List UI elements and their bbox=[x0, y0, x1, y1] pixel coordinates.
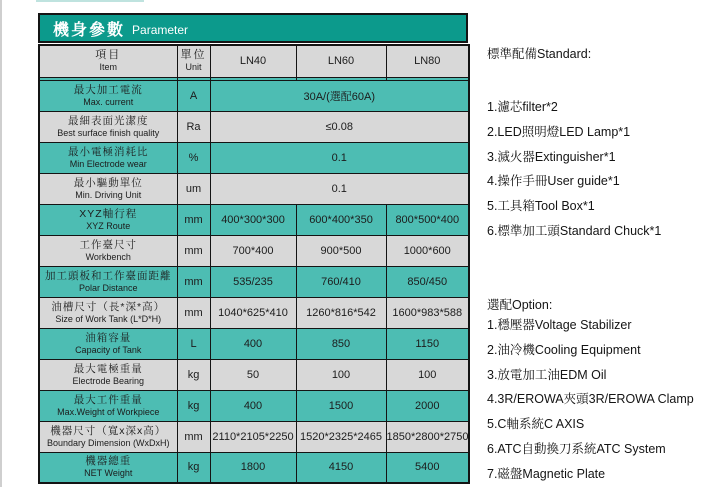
row-value-ln40: 535/235 bbox=[210, 266, 296, 297]
table-row bbox=[39, 452, 469, 483]
row-value-ln60: 850 bbox=[296, 328, 386, 359]
row-unit: A bbox=[177, 80, 210, 111]
panel-title-zh: 機身參數 bbox=[53, 21, 126, 39]
row-item-label: 加工頭板和工作臺面距離 Polar Distance bbox=[39, 266, 177, 297]
row-value-all: 30A/(選配60A) bbox=[210, 80, 469, 111]
row-value-ln80: 1000*600 bbox=[386, 235, 469, 266]
row-value-ln40: 700*400 bbox=[210, 235, 296, 266]
row-item-label: 工作臺尺寸 Workbench bbox=[39, 235, 177, 266]
row-value-ln60: 1520*2325*2465 bbox=[296, 421, 386, 452]
table-row bbox=[39, 297, 469, 328]
row-value-all: ≤0.08 bbox=[210, 111, 469, 142]
list-item: 5.工具箱Tool Box*1 bbox=[487, 199, 595, 214]
row-value-ln60: 4150 bbox=[296, 452, 386, 483]
row-item-label: 最小電極消耗比 Min Electrode wear bbox=[39, 142, 177, 173]
standard-heading: 標準配備Standard: bbox=[487, 47, 592, 61]
row-value-ln40: 400 bbox=[210, 390, 296, 421]
row-value-ln40: 2110*2105*2250 bbox=[210, 421, 296, 452]
table-row bbox=[39, 421, 469, 452]
standard-list bbox=[487, 95, 661, 244]
row-item-label: XYZ軸行程 XYZ Route bbox=[39, 204, 177, 235]
col-header-unit-en: Unit bbox=[185, 62, 202, 73]
row-unit: % bbox=[177, 142, 210, 173]
list-item: 4.操作手冊User guide*1 bbox=[487, 174, 620, 189]
list-item: 1.濾芯filter*2 bbox=[487, 100, 558, 114]
row-value-ln60: 1260*816*542 bbox=[296, 297, 386, 328]
left-edge-line bbox=[0, 0, 2, 487]
list-item: 1.穩壓器Voltage Stabilizer bbox=[487, 318, 632, 332]
row-unit: mm bbox=[177, 421, 210, 452]
row-value-ln40: 1800 bbox=[210, 452, 296, 483]
table-row bbox=[39, 173, 469, 204]
row-item-label: 機器總重 NET Weight bbox=[39, 452, 177, 483]
row-item-label: 機器尺寸（寬x深x高） Boundary Dimension (WxDxH) bbox=[39, 421, 177, 452]
top-accent-line bbox=[36, 0, 144, 2]
table-row bbox=[39, 235, 469, 266]
row-value-ln60: 600*400*350 bbox=[296, 204, 386, 235]
row-unit: kg bbox=[177, 390, 210, 421]
table-row bbox=[39, 266, 469, 297]
row-item-label: 最細表面光潔度 Best surface finish quality bbox=[39, 111, 177, 142]
col-header-ln60: LN60 bbox=[296, 45, 386, 77]
row-unit: Ra bbox=[177, 111, 210, 142]
row-item-label: 油箱容量 Capacity of Tank bbox=[39, 328, 177, 359]
row-item-label: 最小驅動單位 Min. Driving Unit bbox=[39, 173, 177, 204]
list-item: 6.標準加工頭Standard Chuck*1 bbox=[487, 223, 662, 238]
row-unit: kg bbox=[177, 359, 210, 390]
row-item-label: 最大工件重量 Max.Weight of Workpiece bbox=[39, 390, 177, 421]
col-header-item-en: Item bbox=[99, 62, 117, 73]
row-unit: L bbox=[177, 328, 210, 359]
row-value-all: 0.1 bbox=[210, 142, 469, 173]
row-unit: mm bbox=[177, 204, 210, 235]
row-unit: um bbox=[177, 173, 210, 204]
col-header-unit-zh: 單位 bbox=[180, 49, 207, 62]
list-item: 2.油冷機Cooling Equipment bbox=[487, 342, 641, 357]
row-value-ln80: 800*500*400 bbox=[386, 204, 469, 235]
table-row bbox=[39, 390, 469, 421]
row-value-ln60: 760/410 bbox=[296, 266, 386, 297]
row-unit: mm bbox=[177, 297, 210, 328]
row-value-ln40: 1040*625*410 bbox=[210, 297, 296, 328]
list-item: 2.LED照明燈LED Lamp*1 bbox=[487, 124, 631, 139]
table-row bbox=[39, 328, 469, 359]
spec-panel bbox=[38, 13, 468, 484]
table-row bbox=[39, 359, 469, 390]
row-value-ln60: 100 bbox=[296, 359, 386, 390]
row-value-ln80: 100 bbox=[386, 359, 469, 390]
row-value-ln80: 5400 bbox=[386, 452, 469, 483]
row-value-all: 0.1 bbox=[210, 173, 469, 204]
table-row bbox=[39, 80, 469, 111]
panel-title-bar bbox=[38, 13, 468, 43]
col-header-ln40: LN40 bbox=[210, 45, 296, 77]
list-item: 4.3R/EROWA夾頭3R/EROWA Clamp bbox=[487, 392, 694, 407]
row-value-ln40: 50 bbox=[210, 359, 296, 390]
row-value-ln40: 400*300*300 bbox=[210, 204, 296, 235]
row-value-ln80: 1150 bbox=[386, 328, 469, 359]
spec-table-body bbox=[39, 77, 469, 483]
list-item: 3.放電加工油EDM Oil bbox=[487, 367, 607, 382]
row-unit: mm bbox=[177, 235, 210, 266]
table-row bbox=[39, 142, 469, 173]
col-header-item bbox=[39, 45, 177, 77]
panel-title-en: Parameter bbox=[132, 23, 189, 37]
row-value-ln80: 1850*2800*2750 bbox=[386, 421, 469, 452]
row-value-ln80: 2000 bbox=[386, 390, 469, 421]
list-item: 7.磁盤Magnetic Plate bbox=[487, 466, 606, 481]
row-value-ln40: 400 bbox=[210, 328, 296, 359]
list-item: 5.C軸系統C AXIS bbox=[487, 417, 585, 432]
col-header-unit bbox=[177, 45, 210, 77]
option-heading: 選配Option: bbox=[487, 298, 553, 312]
row-value-ln60: 1500 bbox=[296, 390, 386, 421]
row-value-ln60: 900*500 bbox=[296, 235, 386, 266]
spec-table bbox=[38, 44, 470, 484]
table-header-row bbox=[39, 45, 469, 77]
option-list bbox=[487, 313, 694, 487]
table-row bbox=[39, 111, 469, 142]
row-value-ln80: 1600*983*588 bbox=[386, 297, 469, 328]
row-item-label: 油槽尺寸（長*深*高） Size of Work Tank (L*D*H) bbox=[39, 297, 177, 328]
row-unit: kg bbox=[177, 452, 210, 483]
col-header-item-zh: 項目 bbox=[95, 49, 122, 62]
col-header-ln80: LN80 bbox=[386, 45, 469, 77]
list-item: 6.ATC自動換刀系統ATC System bbox=[487, 441, 666, 456]
table-row bbox=[39, 204, 469, 235]
row-unit: mm bbox=[177, 266, 210, 297]
row-item-label: 最大電極重量 Electrode Bearing bbox=[39, 359, 177, 390]
row-value-ln80: 850/450 bbox=[386, 266, 469, 297]
list-item: 3.滅火器Extinguisher*1 bbox=[487, 149, 616, 164]
row-item-label: 最大加工電流 Max. current bbox=[39, 80, 177, 111]
